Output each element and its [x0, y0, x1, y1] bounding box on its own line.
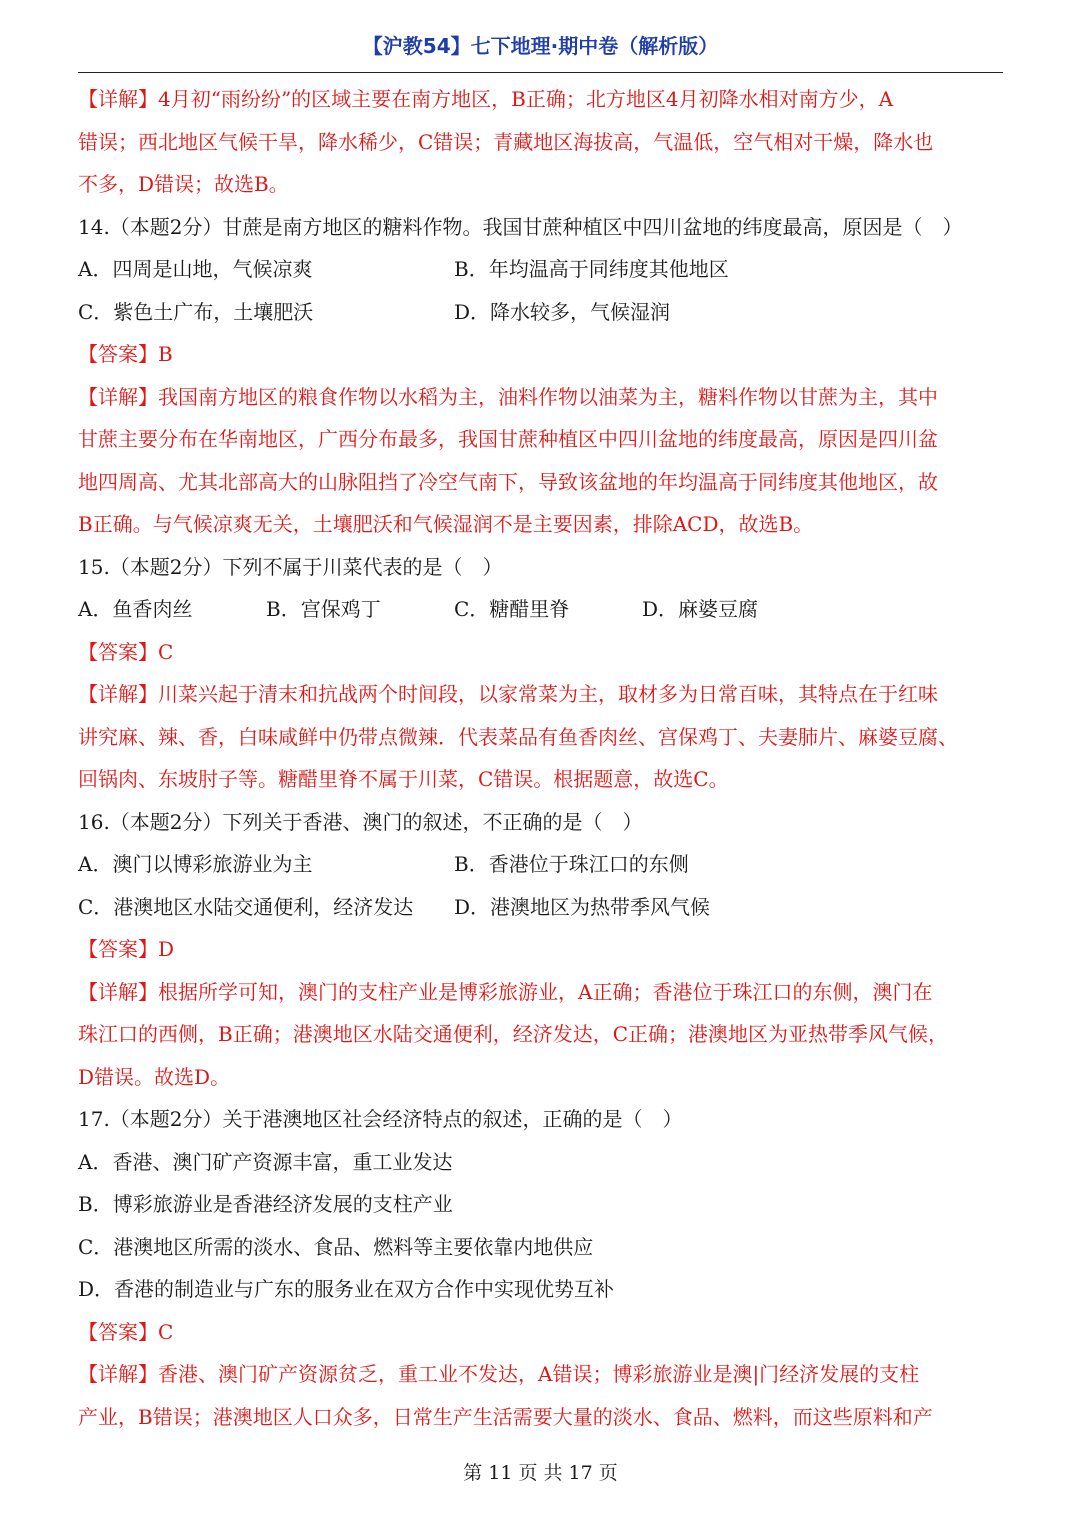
- option-d: D．麻婆豆腐: [642, 597, 759, 621]
- option-c: C．糖醋里脊: [454, 597, 570, 621]
- explain-line: 产业，B错误；港澳地区人口众多，日常生产生活需要大量的淡水、食品、燃料，而这些原料和产: [78, 1404, 933, 1429]
- question-16-answer: 【答案】D: [78, 937, 175, 961]
- question-15-options-row: [78, 588, 1003, 631]
- option-b: B．宫保鸡丁: [266, 597, 381, 621]
- option-a: A．鱼香肉丝: [78, 597, 193, 621]
- question-14-stem: 14.（本题2分）甘蔗是南方地区的糖料作物。我国甘蔗种植区中四川盆地的纬度最高，原因是（ ）: [78, 214, 963, 239]
- option-d: D．降水较多，气候湿润: [454, 299, 671, 324]
- explain-line: 【详解】根据所学可知，澳门的支柱产业是博彩旅游业，A正确；香港位于珠江口的东侧，澳门在: [78, 979, 933, 1004]
- explain-line: 回锅肉、东坡肘子等。糖醋里脊不属于川菜，C错误。根据题意，故选C。: [78, 767, 729, 791]
- question-17-answer: 【答案】C: [78, 1319, 174, 1344]
- question-15-stem: 15.（本题2分）下列不属于川菜代表的是（ ）: [78, 554, 503, 579]
- page-header-title: 【沪教54】七下地理·期中卷（解析版）: [362, 34, 719, 58]
- question-14-answer: 【答案】B: [78, 342, 173, 366]
- explain-line: 【详解】我国南方地区的粮食作物以水稻为主，油料作物以油菜为主，糖料作物以甘蔗为主，其中: [78, 384, 938, 409]
- option-d: D．香港的制造业与广东的服务业在双方合作中实现优势互补: [78, 1277, 615, 1301]
- option-b: B．香港位于珠江口的东侧: [454, 852, 689, 876]
- explain-line: 【详解】4月初“雨纷纷”的区域主要在南方地区，B正确；北方地区4月初降水相对南方少，A: [78, 87, 894, 111]
- explain-line: 讲究麻、辣、香，白味咸鲜中仍带点微辣．代表菜品有鱼香肉丝、宫保鸡丁、夫妻肺片、麻婆豆腐、: [78, 724, 958, 749]
- question-17-stem: 17.（本题2分）关于港澳地区社会经济特点的叙述，正确的是（ ）: [78, 1107, 683, 1131]
- option-d: D．港澳地区为热带季风气候: [454, 894, 711, 919]
- question-14-options-row-2: [78, 291, 1003, 334]
- explain-line: 地四周高、尤其北部高大的山脉阻挡了冷空气南下，导致该盆地的年均温高于同纬度其他地区，故: [78, 469, 938, 494]
- option-a: A．四周是山地，气候凉爽: [78, 257, 313, 281]
- question-16-options-row-2: [78, 886, 1003, 929]
- document-body: [78, 78, 1003, 1438]
- question-16-stem: 16.（本题2分）下列关于香港、澳门的叙述，不正确的是（ ）: [78, 809, 643, 834]
- explain-line: 【详解】川菜兴起于清末和抗战两个时间段，以家常菜为主，取材多为日常百味，其特点在于红味: [78, 682, 938, 706]
- explain-line: B正确。与气候凉爽无关，土壤肥沃和气候湿润不是主要因素，排除ACD，故选B。: [78, 512, 814, 536]
- explain-line: 【详解】香港、澳门矿产资源贫乏，重工业不发达，A错误；博彩旅游业是澳|门经济发展的支柱: [78, 1362, 920, 1386]
- option-c: C．港澳地区所需的淡水、食品、燃料等主要依靠内地供应: [78, 1234, 594, 1259]
- explain-line: 甘蔗主要分布在华南地区，广西分布最多，我国甘蔗种植区中四川盆地的纬度最高，原因是四川盆: [78, 427, 938, 451]
- page-number-footer: 第 11 页 共 17 页: [463, 1462, 618, 1484]
- explain-line: 不多，D错误；故选B。: [78, 172, 289, 196]
- option-c: C．紫色土广布，土壤肥沃: [78, 299, 314, 324]
- explain-line: 错误；西北地区气候干旱，降水稀少，C错误；青藏地区海拔高，气温低，空气相对干燥，降水也: [78, 129, 934, 154]
- option-b: B．年均温高于同纬度其他地区: [454, 257, 729, 281]
- option-c: C．港澳地区水陆交通便利，经济发达: [78, 894, 414, 919]
- explain-line: 珠江口的西侧，B正确；港澳地区水陆交通便利，经济发达，C正确；港澳地区为亚热带季风气候，: [78, 1022, 948, 1046]
- option-b: B．博彩旅游业是香港经济发展的支柱产业: [78, 1192, 453, 1216]
- option-a: A．香港、澳门矿产资源丰富，重工业发达: [78, 1149, 453, 1174]
- question-16-options-row-1: [78, 843, 1003, 886]
- explain-line: D错误。故选D。: [78, 1064, 231, 1089]
- option-a: A．澳门以博彩旅游业为主: [78, 852, 313, 876]
- header-divider: [78, 72, 1003, 73]
- question-15-answer: 【答案】C: [78, 639, 174, 664]
- question-14-options-row-1: [78, 248, 1003, 291]
